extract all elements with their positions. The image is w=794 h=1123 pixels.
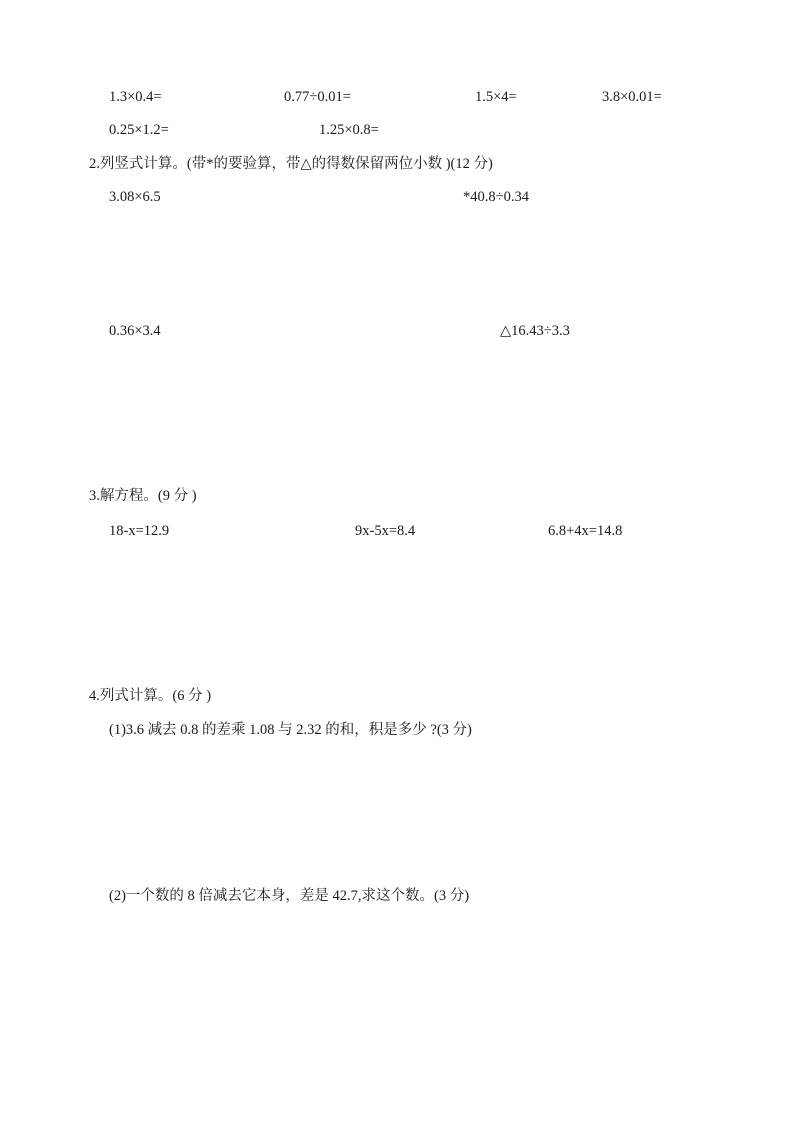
word-problem-item: (2)一个数的 8 倍减去它本身，差是 42.7,求这个数。(3 分) — [109, 888, 470, 904]
section-4-heading: 4.列式计算。(6 分 ) — [89, 688, 212, 704]
vertical-calc-item: *40.8÷0.34 — [463, 189, 529, 205]
oral-calc-item: 3.8×0.01= — [602, 89, 662, 105]
oral-calc-item: 1.5×4= — [475, 89, 517, 105]
vertical-calc-item: 3.08×6.5 — [109, 189, 161, 205]
section-3-heading: 3.解方程。(9 分 ) — [89, 488, 197, 504]
oral-calc-item: 0.77÷0.01= — [284, 89, 351, 105]
word-problem-item: (1)3.6 减去 0.8 的差乘 1.08 与 2.32 的和，积是多少 ?(3 分) — [109, 722, 472, 738]
vertical-calc-item: △16.43÷3.3 — [500, 323, 570, 339]
equation-item: 6.8+4x=14.8 — [548, 523, 623, 539]
oral-calc-item: 1.25×0.8= — [319, 122, 379, 138]
oral-calc-item: 1.3×0.4= — [109, 89, 162, 105]
oral-calc-item: 0.25×1.2= — [109, 122, 169, 138]
equation-item: 9x-5x=8.4 — [355, 523, 416, 539]
equation-item: 18-x=12.9 — [109, 523, 170, 539]
vertical-calc-item: 0.36×3.4 — [109, 323, 161, 339]
section-2-heading: 2.列竖式计算。(带*的要验算，带△的得数保留两位小数 )(12 分) — [89, 156, 493, 172]
